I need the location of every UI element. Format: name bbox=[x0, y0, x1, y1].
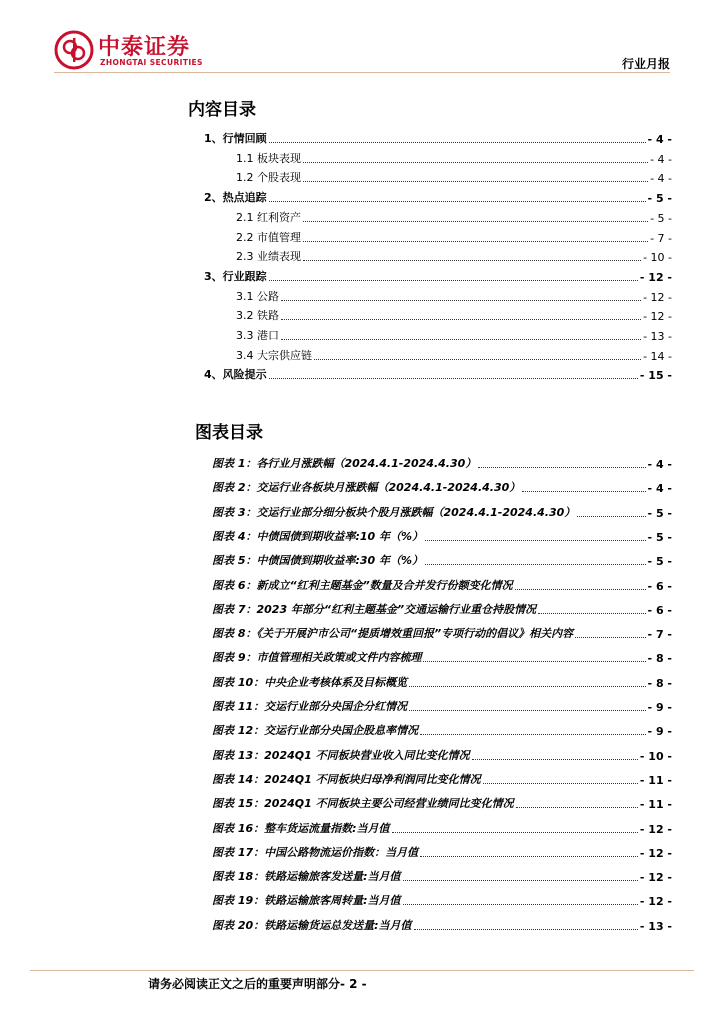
figure-entry[interactable] bbox=[188, 771, 672, 787]
figure-entry[interactable] bbox=[188, 552, 672, 568]
figure-entry-page: - 8 - bbox=[647, 676, 672, 690]
toc-entry-page: - 12 - bbox=[643, 310, 672, 324]
figure-entry-page: - 9 - bbox=[647, 701, 672, 714]
figure-entry[interactable] bbox=[188, 674, 672, 690]
dot-leader bbox=[269, 200, 646, 202]
toc-entry[interactable] bbox=[188, 130, 672, 146]
figure-entry-label: 图表 13：2024Q1 不同板块营业收入同比变化情况 bbox=[212, 748, 470, 762]
toc-entry-label: 3、行业跟踪 bbox=[204, 269, 267, 283]
figure-entry[interactable] bbox=[188, 795, 672, 811]
toc-entry-page: - 5 - bbox=[647, 192, 672, 206]
toc-entry[interactable] bbox=[188, 189, 672, 205]
figure-entry-label: 图表 17：中国公路物流运价指数：当月值 bbox=[212, 845, 419, 859]
figure-entry-label: 图表 11：交运行业部分央国企分红情况 bbox=[212, 700, 408, 713]
figure-entry[interactable] bbox=[188, 649, 672, 665]
toc-entry[interactable] bbox=[188, 209, 672, 225]
zhongtai-logo-icon bbox=[54, 30, 94, 70]
figure-entry-label: 图表 5：中债国债到期收益率:30 年（%） bbox=[212, 554, 424, 568]
figure-entry-label: 图表 14：2024Q1 不同板块归母净利润同比变化情况 bbox=[212, 772, 481, 786]
dot-leader bbox=[269, 279, 638, 281]
toc-entry-label: 3.4 大宗供应链 bbox=[236, 348, 312, 362]
toc-entry-page: - 7 - bbox=[650, 231, 672, 245]
figure-entry-page: - 5 - bbox=[647, 555, 672, 569]
figure-entry-label: 图表 18：铁路运输旅客发送量:当月值 bbox=[212, 870, 401, 884]
figure-entry-label: 图表 20：铁路运输货运总发送量:当月值 bbox=[212, 918, 412, 932]
dot-leader bbox=[269, 377, 638, 379]
figure-entry-page: - 11 - bbox=[639, 773, 672, 787]
dot-leader bbox=[281, 338, 641, 340]
toc-entry-page: - 13 - bbox=[643, 330, 672, 343]
figure-entry-page: - 5 - bbox=[647, 530, 672, 544]
footer-disclaimer: 请务必阅读正文之后的重要声明部分- 2 - bbox=[148, 977, 367, 991]
figure-entry[interactable] bbox=[188, 577, 672, 593]
figure-entry-label: 图表 10：中央企业考核体系及目标概览 bbox=[212, 675, 408, 689]
figure-entry-page: - 4 - bbox=[647, 482, 672, 496]
toc-entry[interactable] bbox=[188, 327, 672, 343]
dot-leader bbox=[403, 879, 638, 881]
figure-entry[interactable] bbox=[188, 625, 672, 641]
dot-leader bbox=[269, 141, 646, 143]
dot-leader bbox=[303, 180, 648, 182]
dot-leader bbox=[425, 539, 646, 541]
figure-entry-page: - 12 - bbox=[639, 846, 672, 860]
toc-entry-label: 1.1 板块表现 bbox=[236, 151, 301, 165]
figure-entry[interactable] bbox=[188, 528, 672, 544]
figure-entry-label: 图表 19：铁路运输旅客周转量:当月值 bbox=[212, 894, 401, 908]
dot-leader bbox=[303, 259, 641, 261]
toc-entry-page: - 12 - bbox=[643, 290, 672, 304]
figure-entry[interactable] bbox=[188, 844, 672, 860]
toc-entry-page: - 5 - bbox=[650, 211, 672, 225]
figure-entry-page: - 12 - bbox=[639, 871, 672, 885]
figure-entry-label: 图表 15：2024Q1 不同板块主要公司经营业绩同比变化情况 bbox=[212, 797, 514, 811]
dot-leader bbox=[538, 612, 645, 614]
dot-leader bbox=[483, 782, 638, 784]
dot-leader bbox=[575, 636, 645, 638]
toc-entry[interactable] bbox=[188, 268, 672, 284]
figure-entry-label: 图表 6：新成立“红利主题基金”数量及合并发行份额变化情况 bbox=[212, 578, 513, 592]
figure-entry-label: 图表 4：中债国债到期收益率:10 年（%） bbox=[212, 529, 424, 543]
brand-name: 中泰证券 bbox=[98, 35, 191, 60]
toc-entry-page: - 12 - bbox=[639, 270, 672, 284]
figure-entry-page: - 7 - bbox=[647, 628, 672, 642]
figure-entry-page: - 8 - bbox=[647, 652, 672, 666]
figure-entry[interactable] bbox=[188, 917, 672, 933]
dot-leader bbox=[409, 685, 645, 687]
toc-entry-label: 3.1 公路 bbox=[236, 289, 279, 303]
figure-entry-label: 图表 2：交运行业各板块月涨跌幅（2024.4.1-2024.4.30） bbox=[212, 481, 521, 495]
toc-entry[interactable] bbox=[188, 347, 672, 363]
toc-entry[interactable] bbox=[188, 248, 672, 264]
dot-leader bbox=[303, 161, 648, 163]
toc-entry-page: - 4 - bbox=[650, 152, 672, 166]
figure-entry-page: - 9 - bbox=[647, 725, 672, 739]
toc-entry-label: 3.2 铁路 bbox=[236, 309, 279, 323]
dot-leader bbox=[420, 855, 638, 857]
toc-entry[interactable] bbox=[188, 288, 672, 304]
figure-entry-page: - 5 - bbox=[647, 506, 672, 520]
figure-entry-page: - 10 - bbox=[639, 749, 672, 763]
figure-entry[interactable] bbox=[188, 479, 672, 495]
toc-entry-page: - 4 - bbox=[647, 133, 672, 146]
dot-leader bbox=[577, 515, 645, 517]
figure-entry-page: - 6 - bbox=[647, 603, 672, 617]
footer-divider bbox=[30, 970, 694, 971]
toc-entry-label: 3.3 港口 bbox=[236, 329, 279, 342]
dot-leader bbox=[425, 563, 646, 565]
dot-leader bbox=[478, 466, 645, 468]
dot-leader bbox=[515, 588, 646, 590]
report-type: 行业月报 bbox=[621, 57, 670, 71]
figure-entry-page: - 13 - bbox=[639, 919, 672, 933]
toc-entry-label: 1.2 个股表现 bbox=[236, 171, 301, 185]
figure-entry-label: 图表 9：市值管理相关政策或文件内容梳理 bbox=[212, 651, 422, 665]
toc-entry-page: - 4 - bbox=[650, 172, 672, 186]
figure-entry-page: - 11 - bbox=[639, 798, 672, 812]
dot-leader bbox=[472, 758, 638, 760]
toc-entry[interactable] bbox=[188, 307, 672, 323]
toc-entry[interactable] bbox=[188, 169, 672, 185]
figure-entry[interactable] bbox=[188, 504, 672, 520]
toc-entry[interactable] bbox=[188, 366, 672, 382]
toc-entry-page: - 15 - bbox=[639, 369, 672, 383]
page-header bbox=[0, 0, 724, 80]
toc-entry-label: 4、风险提示 bbox=[204, 368, 267, 382]
dot-leader bbox=[423, 660, 645, 662]
toc-entry-page: - 14 - bbox=[643, 349, 672, 363]
dot-leader bbox=[516, 806, 638, 808]
dot-leader bbox=[522, 490, 645, 492]
toc-entry-label: 2、热点追踪 bbox=[204, 191, 267, 205]
dot-leader bbox=[414, 928, 638, 930]
dot-leader bbox=[409, 709, 645, 711]
toc-entry[interactable] bbox=[188, 150, 672, 166]
figure-entry[interactable] bbox=[188, 747, 672, 763]
figure-entry-label: 图表 12：交运行业部分央国企股息率情况 bbox=[212, 724, 419, 738]
figure-entry-label: 图表 3：交运行业部分细分板块个股月涨跌幅（2024.4.1-2024.4.30） bbox=[212, 505, 576, 519]
figure-entry-page: - 4 - bbox=[647, 458, 672, 471]
dot-leader bbox=[281, 299, 641, 301]
figure-entry[interactable] bbox=[188, 820, 672, 836]
header-divider bbox=[54, 72, 670, 73]
toc-entry-label: 2.3 业绩表现 bbox=[236, 250, 301, 264]
figure-entry-label: 图表 7：2023 年部分“红利主题基金”交通运输行业重仓持股情况 bbox=[212, 602, 537, 616]
figure-entry-page: - 12 - bbox=[639, 822, 672, 836]
figure-entry[interactable] bbox=[188, 892, 672, 908]
figure-entry-label: 图表 16：整车货运流量指数:当月值 bbox=[212, 821, 390, 835]
toc-entry[interactable] bbox=[188, 229, 672, 245]
toc-entry-label: 2.1 红利资产 bbox=[236, 210, 301, 224]
figures-title: 图表目录 bbox=[195, 423, 263, 443]
toc-entry-label: 2.2 市值管理 bbox=[236, 230, 301, 244]
dot-leader bbox=[303, 240, 648, 242]
toc-title: 内容目录 bbox=[188, 100, 256, 120]
figure-entry-label: 图表 8：《关于开展沪市公司“提质增效重回报”专项行动的倡议》相关内容 bbox=[212, 627, 574, 641]
figure-entry-page: - 12 - bbox=[639, 895, 672, 909]
figure-entry[interactable] bbox=[188, 455, 672, 471]
figure-entry[interactable] bbox=[188, 722, 672, 738]
figure-entry[interactable] bbox=[188, 868, 672, 884]
figure-entry[interactable] bbox=[188, 601, 672, 617]
toc-entry-label: 1、行情回顾 bbox=[204, 132, 267, 145]
dot-leader bbox=[303, 220, 648, 222]
figure-entry[interactable] bbox=[188, 698, 672, 714]
brand-name-english: ZHONGTAI SECURITIES bbox=[100, 58, 203, 67]
dot-leader bbox=[403, 903, 638, 905]
figure-entry-page: - 6 - bbox=[647, 579, 672, 593]
dot-leader bbox=[314, 358, 641, 360]
dot-leader bbox=[281, 318, 641, 320]
toc-entry-page: - 10 - bbox=[643, 251, 672, 265]
dot-leader bbox=[420, 733, 645, 735]
figure-entry-label: 图表 1：各行业月涨跌幅（2024.4.1-2024.4.30） bbox=[212, 457, 477, 470]
dot-leader bbox=[392, 831, 638, 833]
